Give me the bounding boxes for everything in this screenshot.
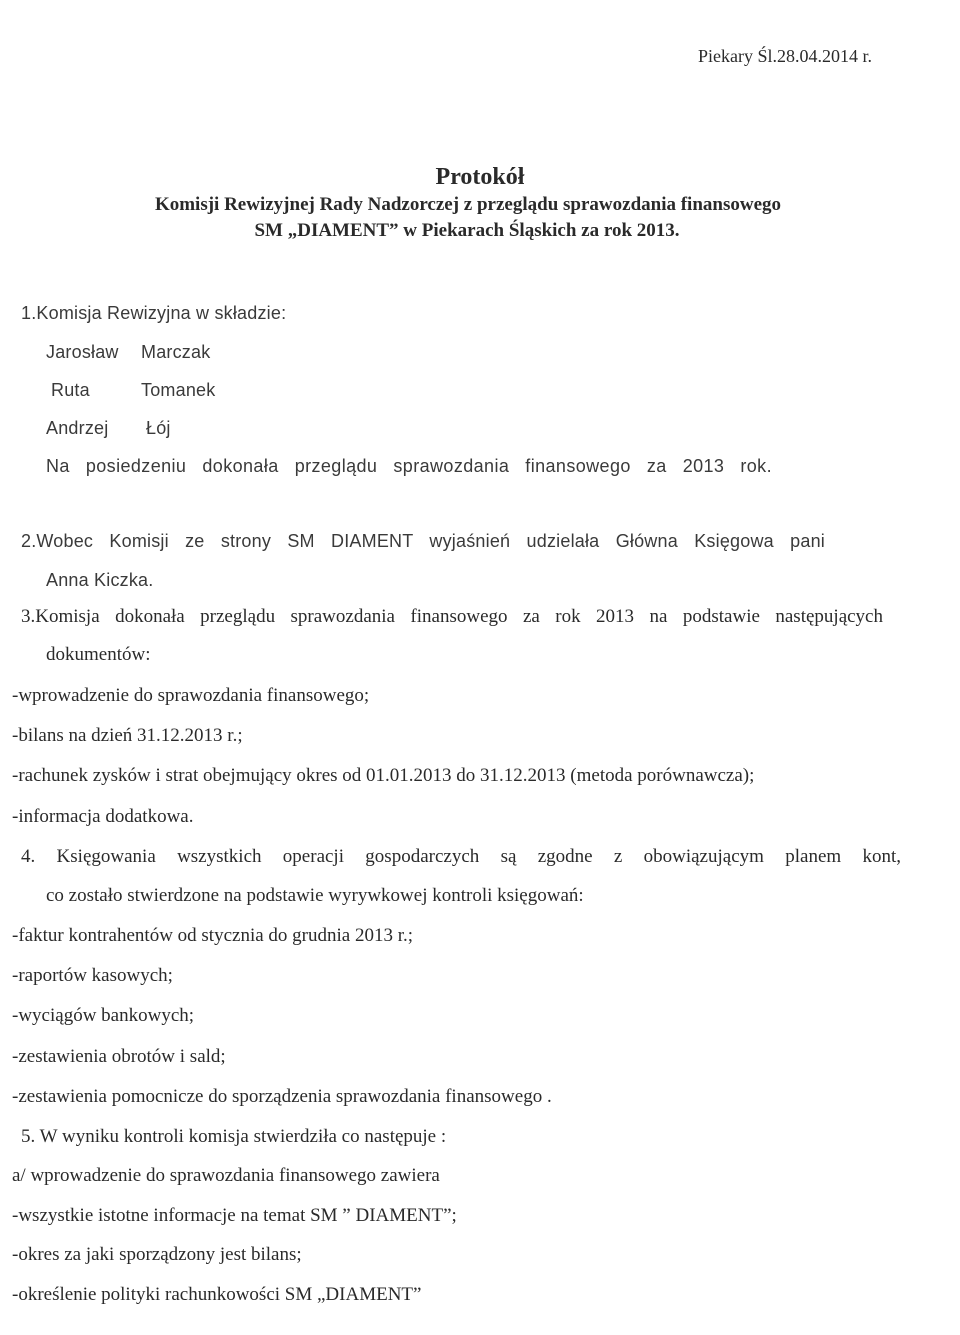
- section-5-line-1: 5. W wyniku kontroli komisja stwierdziła co następuje :: [21, 1126, 447, 1147]
- section-4-line-2: co zostało stwierdzone na podstawie wyrywkowej kontroli księgowań:: [46, 885, 584, 906]
- list-item: -rachunek zysków i strat obejmujący okres od 01.01.2013 do 31.12.2013 (metoda porównawcza);: [12, 765, 755, 786]
- list-item: -wprowadzenie do sprawozdania finansowego;: [12, 685, 370, 706]
- section-1-note: Na posiedzeniu dokonała przeglądu sprawozdania finansowego za 2013 rok.: [46, 456, 772, 476]
- list-item: -okres za jaki sporządzony jest bilans;: [12, 1244, 302, 1265]
- list-item: -raportów kasowych;: [12, 965, 173, 986]
- list-item: -bilans na dzień 31.12.2013 r.;: [12, 725, 243, 746]
- list-item: -wyciągów bankowych;: [12, 1005, 195, 1026]
- list-item: -informacja dodatkowa.: [12, 806, 194, 827]
- list-item: -określenie polityki rachunkowości SM „DIAMENT”: [12, 1284, 422, 1305]
- section-3-line-1: 3.Komisja dokonała przeglądu sprawozdania finansowego za rok 2013 na podstawie następujących: [21, 606, 883, 627]
- list-item: -faktur kontrahentów od stycznia do grudnia 2013 r.;: [12, 925, 414, 946]
- list-item: -zestawienia obrotów i sald;: [12, 1046, 226, 1067]
- document-subtitle-line-2: SM „DIAMENT” w Piekarach Śląskich za rok 2013.: [254, 220, 680, 241]
- member-last-name: Tomanek: [141, 380, 216, 400]
- list-item: -zestawienia pomocnicze do sporządzenia sprawozdania finansowego .: [12, 1086, 552, 1107]
- member-last-name: Łój: [146, 418, 171, 438]
- document-title: Protokół: [435, 164, 525, 190]
- member-first-name: Jarosław: [46, 342, 119, 362]
- member-first-name: Ruta: [51, 380, 90, 400]
- document-date: Piekary Śl.28.04.2014 r.: [698, 46, 872, 66]
- member-last-name: Marczak: [141, 342, 211, 362]
- section-2-line-1: 2.Wobec Komisji ze strony SM DIAMENT wyjaśnień udzielała Główna Księgowa pani: [21, 531, 825, 551]
- member-first-name: Andrzej: [46, 418, 109, 438]
- document-subtitle-line-1: Komisji Rewizyjnej Rady Nadzorczej z przeglądu sprawozdania finansowego: [154, 194, 782, 215]
- section-5-line-2: a/ wprowadzenie do sprawozdania finansowego zawiera: [12, 1165, 440, 1186]
- section-1-heading: 1.Komisja Rewizyjna w składzie:: [21, 303, 287, 323]
- section-3-line-2: dokumentów:: [46, 644, 151, 665]
- list-item: -wszystkie istotne informacje na temat SM ” DIAMENT”;: [12, 1205, 457, 1226]
- section-4-line-1: 4. Księgowania wszystkich operacji gospodarczych są zgodne z obowiązującym planem kont,: [21, 846, 901, 867]
- section-2-line-2: Anna Kiczka.: [46, 570, 154, 590]
